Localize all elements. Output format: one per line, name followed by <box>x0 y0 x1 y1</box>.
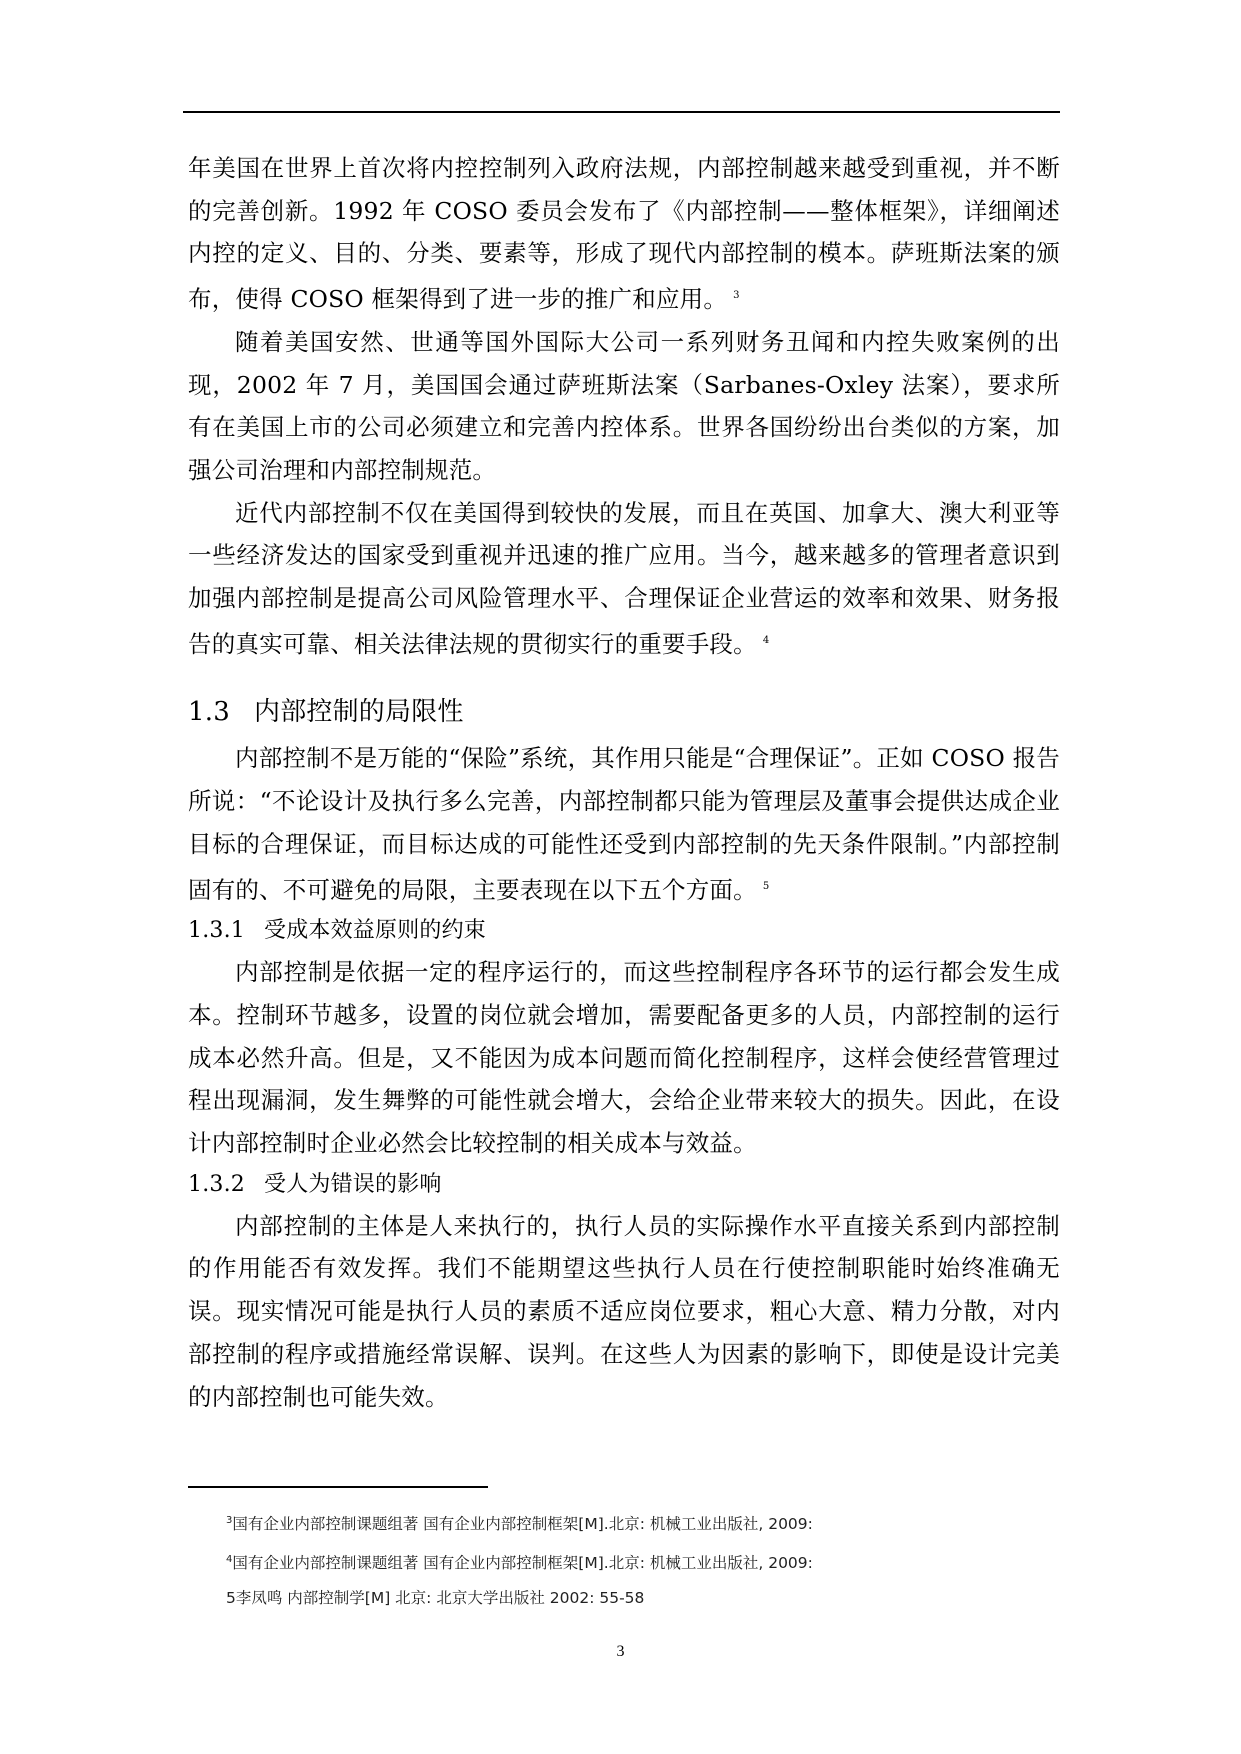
footnote-text: 国有企业内部控制课题组著 国有企业内部控制框架[M].北京: 机械工业出版社, 2009: <box>232 1554 813 1572</box>
subsection-number: 1.3.2 <box>188 1171 245 1197</box>
subsection-title: 受成本效益原则的约束 <box>264 918 487 944</box>
footnotes <box>226 1503 813 1616</box>
footnote-reference: 4 <box>762 634 770 646</box>
body-text <box>188 147 1060 1418</box>
paragraph-text: 年美国在世界上首次将内控控制列入政府法规，内部控制越来越受到重视，并不断的完善创新。1992 年 COSO 委员会发布了《内部控制——整体框架》，详细阐述内控的定义、目的、分类、要素等，形成了现代内部控制的模本。萨班斯法案的颁布，使得 COSO 框架得到了进一步的推广和应用。 <box>188 154 1060 314</box>
footnote-reference: 5 <box>762 880 770 892</box>
subsection-heading <box>188 911 1060 951</box>
section-title: 内部控制的局限性 <box>254 697 464 728</box>
paragraph-text: 内部控制不是万能的“保险”系统，其作用只能是“合理保证”。正如 COSO 报告所说：“不论设计及执行多么完善，内部控制都只能为管理层及董事会提供达成企业目标的合理保证，而目标达成的可能性还受到内部控制的先天条件限制。”内部控制固有的、不可避免的局限，主要表现在以下五个方面。 <box>188 744 1060 904</box>
paragraph-text: 近代内部控制不仅在美国得到较快的发展，而且在英国、加拿大、澳大利亚等一些经济发达的国家受到重视并迅速的推广应用。当今，越来越多的管理者意识到加强内部控制是提高公司风险管理水平、合理保证企业营运的效率和效果、财务报告的真实可靠、相关法律法规的贯彻实行的重要手段。 <box>188 498 1060 658</box>
subsection-number: 1.3.1 <box>188 918 245 944</box>
paragraph-limitations-intro <box>188 737 1060 911</box>
footnote-reference: 3 <box>733 290 740 302</box>
footnote-rule <box>188 1486 488 1488</box>
header-rule <box>183 111 1060 113</box>
paragraph-continuation <box>188 147 1060 321</box>
paragraph-sarbanes-oxley: 随着美国安然、世通等国外国际大公司一系列财务丑闻和内控失败案例的出现，2002 年 7 月，美国国会通过萨班斯法案（Sarbanes-Oxley 法案），要求所有在美国上市的公司必须建立和完善内控体系。世界各国纷纷出台类似的方案，加强公司治理和内部控制规范。 <box>188 327 1060 484</box>
section-number: 1.3 <box>188 697 230 728</box>
footnote-text: 国有企业内部控制课题组著 国有企业内部控制框架[M].北京: 机械工业出版社, 2009: <box>232 1515 813 1533</box>
paragraph-cost-benefit: 内部控制是依据一定的程序运行的，而这些控制程序各环节的运行都会发生成本。控制环节越多，设置的岗位就会增加，需要配备更多的人员，内部控制的运行成本必然升高。但是，又不能因为成本问题而简化控制程序，这样会使经营管理过程出现漏洞，发生舞弊的可能性就会增大，会给企业带来较大的损失。因此，在设计内部控制时企业必然会比较控制的相关成本与效益。 <box>188 958 1060 1158</box>
subsection-title: 受人为错误的影响 <box>264 1171 442 1197</box>
paragraph-human-error: 内部控制的主体是人来执行的，执行人员的实际操作水平直接关系到内部控制的作用能否有效发挥。我们不能期望这些执行人员在行使控制职能时始终准确无误。现实情况可能是执行人员的素质不适应岗位要求，粗心大意、精力分散，对内部控制的程序或措施经常误解、误判。在这些人为因素的影响下，即使是设计完美的内部控制也可能失效。 <box>188 1211 1060 1411</box>
footnote <box>226 1503 813 1542</box>
page-number: 3 <box>616 1643 625 1660</box>
footnote <box>226 1581 813 1616</box>
footnote-text: 5李凤鸣 内部控制学[M] 北京: 北京大学出版社 2002: 55-58 <box>226 1589 645 1607</box>
subsection-heading <box>188 1165 1060 1205</box>
section-heading <box>188 687 1060 737</box>
paragraph-modern-development <box>188 492 1060 666</box>
footnote-mark: 4 <box>226 1554 233 1565</box>
footnote-mark: 3 <box>226 1515 233 1526</box>
footnote <box>226 1542 813 1581</box>
